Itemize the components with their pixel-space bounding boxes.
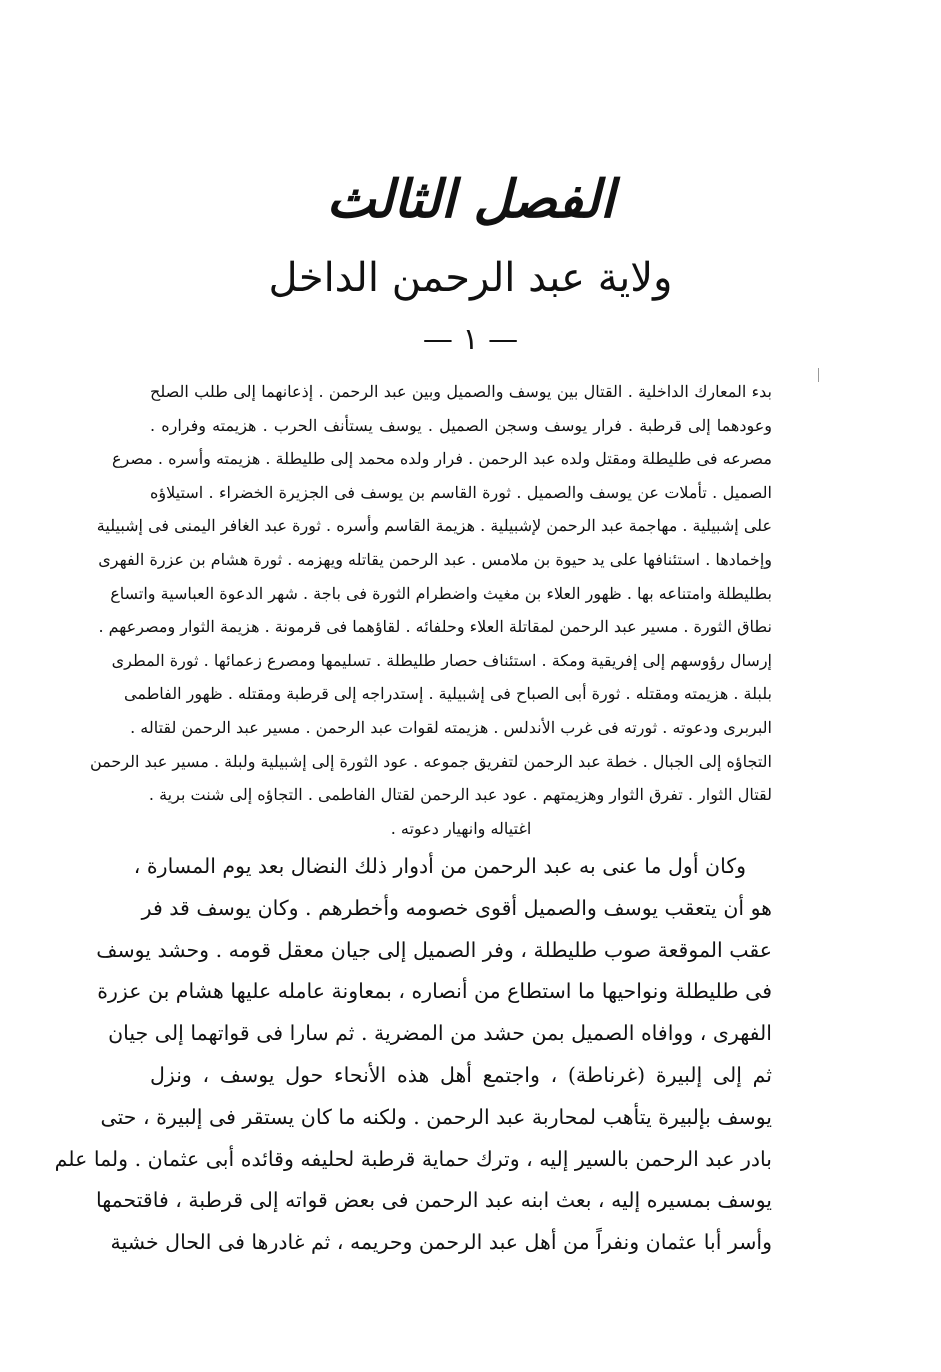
- summary-line: اغتياله وانهيار دعوته .: [390, 818, 532, 838]
- body-line: الفهرى ، ووافاه الصميل بمن حشد من المضرية . ثم سارا فى قواتهما إلى جيان: [108, 1021, 772, 1046]
- chapter-summary: [89, 375, 772, 845]
- summary-line: بدء المعارك الداخلية . القتال بين يوسف والصميل وبين عبد الرحمن . إذعانهما إلى طلب الصلح: [150, 382, 772, 401]
- body-line: وكان أول ما عنى به عبد الرحمن من أدوار ذلك النضال بعد يوم المسارة ،: [133, 854, 746, 878]
- body-line: يوسف بمسيره إليه ، بعث ابنه عبد الرحمن فى بعض قواته إلى قرطبة ، فاقتحمها: [95, 1188, 772, 1213]
- body-line: يوسف بإلبيرة يتأهب لمحاربة عبد الرحمن . ولكنه ما كان يستقر فى إلبيرة ، حتى: [100, 1104, 772, 1129]
- chapter-title: الفصل الثالث: [326, 169, 615, 230]
- body-line: هو أن يتعقب يوسف والصميل أقوى خصومه وأخطرهم . وكان يوسف قد فر: [141, 895, 772, 920]
- summary-line: بلبلة . هزيمته ومقتله . ثورة أبى الصباح فى إشبيلية . إستدراجه إلى قرطبة ومقتله . ظهور الفاطمى: [123, 684, 772, 704]
- summary-line: على إشبيلية . مهاجمة عبد الرحمن لإشبيلية . هزيمة القاسم وأسره . ثورة عبد الغافر اليمنى فى إشبيلية: [96, 516, 772, 536]
- margin-mark: [818, 368, 821, 382]
- body-line: ثم إلى إلبيرة (غرناطة) ، واجتمع أهل هذه الأنحاء حول يوسف ، ونزل: [150, 1062, 772, 1087]
- summary-line: البربرى ودعوته . ثورته فى غرب الأندلس . هزيمته لقوات عبد الرحمن . مسير عبد الرحمن لقتاله .: [130, 717, 772, 737]
- summary-line: التجاؤه إلى الجبال . خطة عبد الرحمن لتفريق جموعه . عود الثورة إلى إشبيلية ولبلة . مسير عبد الرحمن: [89, 751, 772, 771]
- body-line: فى طليطلة ونواحيها ما استطاع من أنصاره ، بمعاونة عامله عليها هشام بن عزرة: [97, 979, 772, 1004]
- summary-line: إرسال رؤوسهم إلى إفريقية ومكة . استئناف حصار طليطلة . تسليمها ومصرع زعمائها . ثورة المطرى: [111, 650, 772, 670]
- body-line: وأسر أبا عثمان ونفراً من أهل عبد الرحمن وحريمه ، ثم غادرها فى الحال خشية: [110, 1230, 772, 1255]
- section-number: — ١ —: [422, 322, 519, 357]
- summary-line: نطاق الثورة . مسير عبد الرحمن لمقاتلة العلاء وحلفائه . لقاؤهما فى قرمونة . هزيمة الثوار ومصرعهم .: [98, 617, 772, 637]
- summary-line: الصميل . تأملات عن يوسف والصميل . ثورة القاسم بن يوسف فى الجزيرة الخضراء . استيلاؤه: [150, 482, 772, 502]
- body-paragraph: [54, 846, 772, 1264]
- summary-line: وعودهما إلى قرطبة . فرار يوسف وسجن الصميل . يوسف يستأنف الحرب . هزيمته وفراره .: [150, 415, 772, 435]
- summary-line: بطليطلة وامتناعه بها . ظهور العلاء بن مغيث واضطرام الثورة فى باجة . شهر الدعوة العباسية واتساع: [110, 583, 772, 603]
- summary-line: مصرعه فى طليطلة ومقتل ولده عبد الرحمن . فرار ولده محمد إلى طليطلة . هزيمته وأسره . مصرع: [112, 449, 772, 469]
- summary-line: وإخمادها . استئنافها على يد حيوة بن ملامس . عبد الرحمن يقاتله ويهزمه . ثورة هشام بن عزرة الفهرى: [98, 549, 772, 569]
- body-line: عقب الموقعة صوب طليطلة ، وفر الصميل إلى جيان معقل قومه . وحشد يوسف: [96, 937, 772, 962]
- section-title: ولاية عبد الرحمن الداخل: [268, 255, 673, 301]
- summary-line: لقتال الثوار . تفرق الثوار وهزيمتهم . عود عبد الرحمن لقتال الفاطمى . التجاؤه إلى شنت برية .: [148, 785, 772, 805]
- body-line: بادر عبد الرحمن بالسير إليه ، وترك حماية قرطبة لحليفه وقائده أبى عثمان . ولما علم: [54, 1146, 772, 1171]
